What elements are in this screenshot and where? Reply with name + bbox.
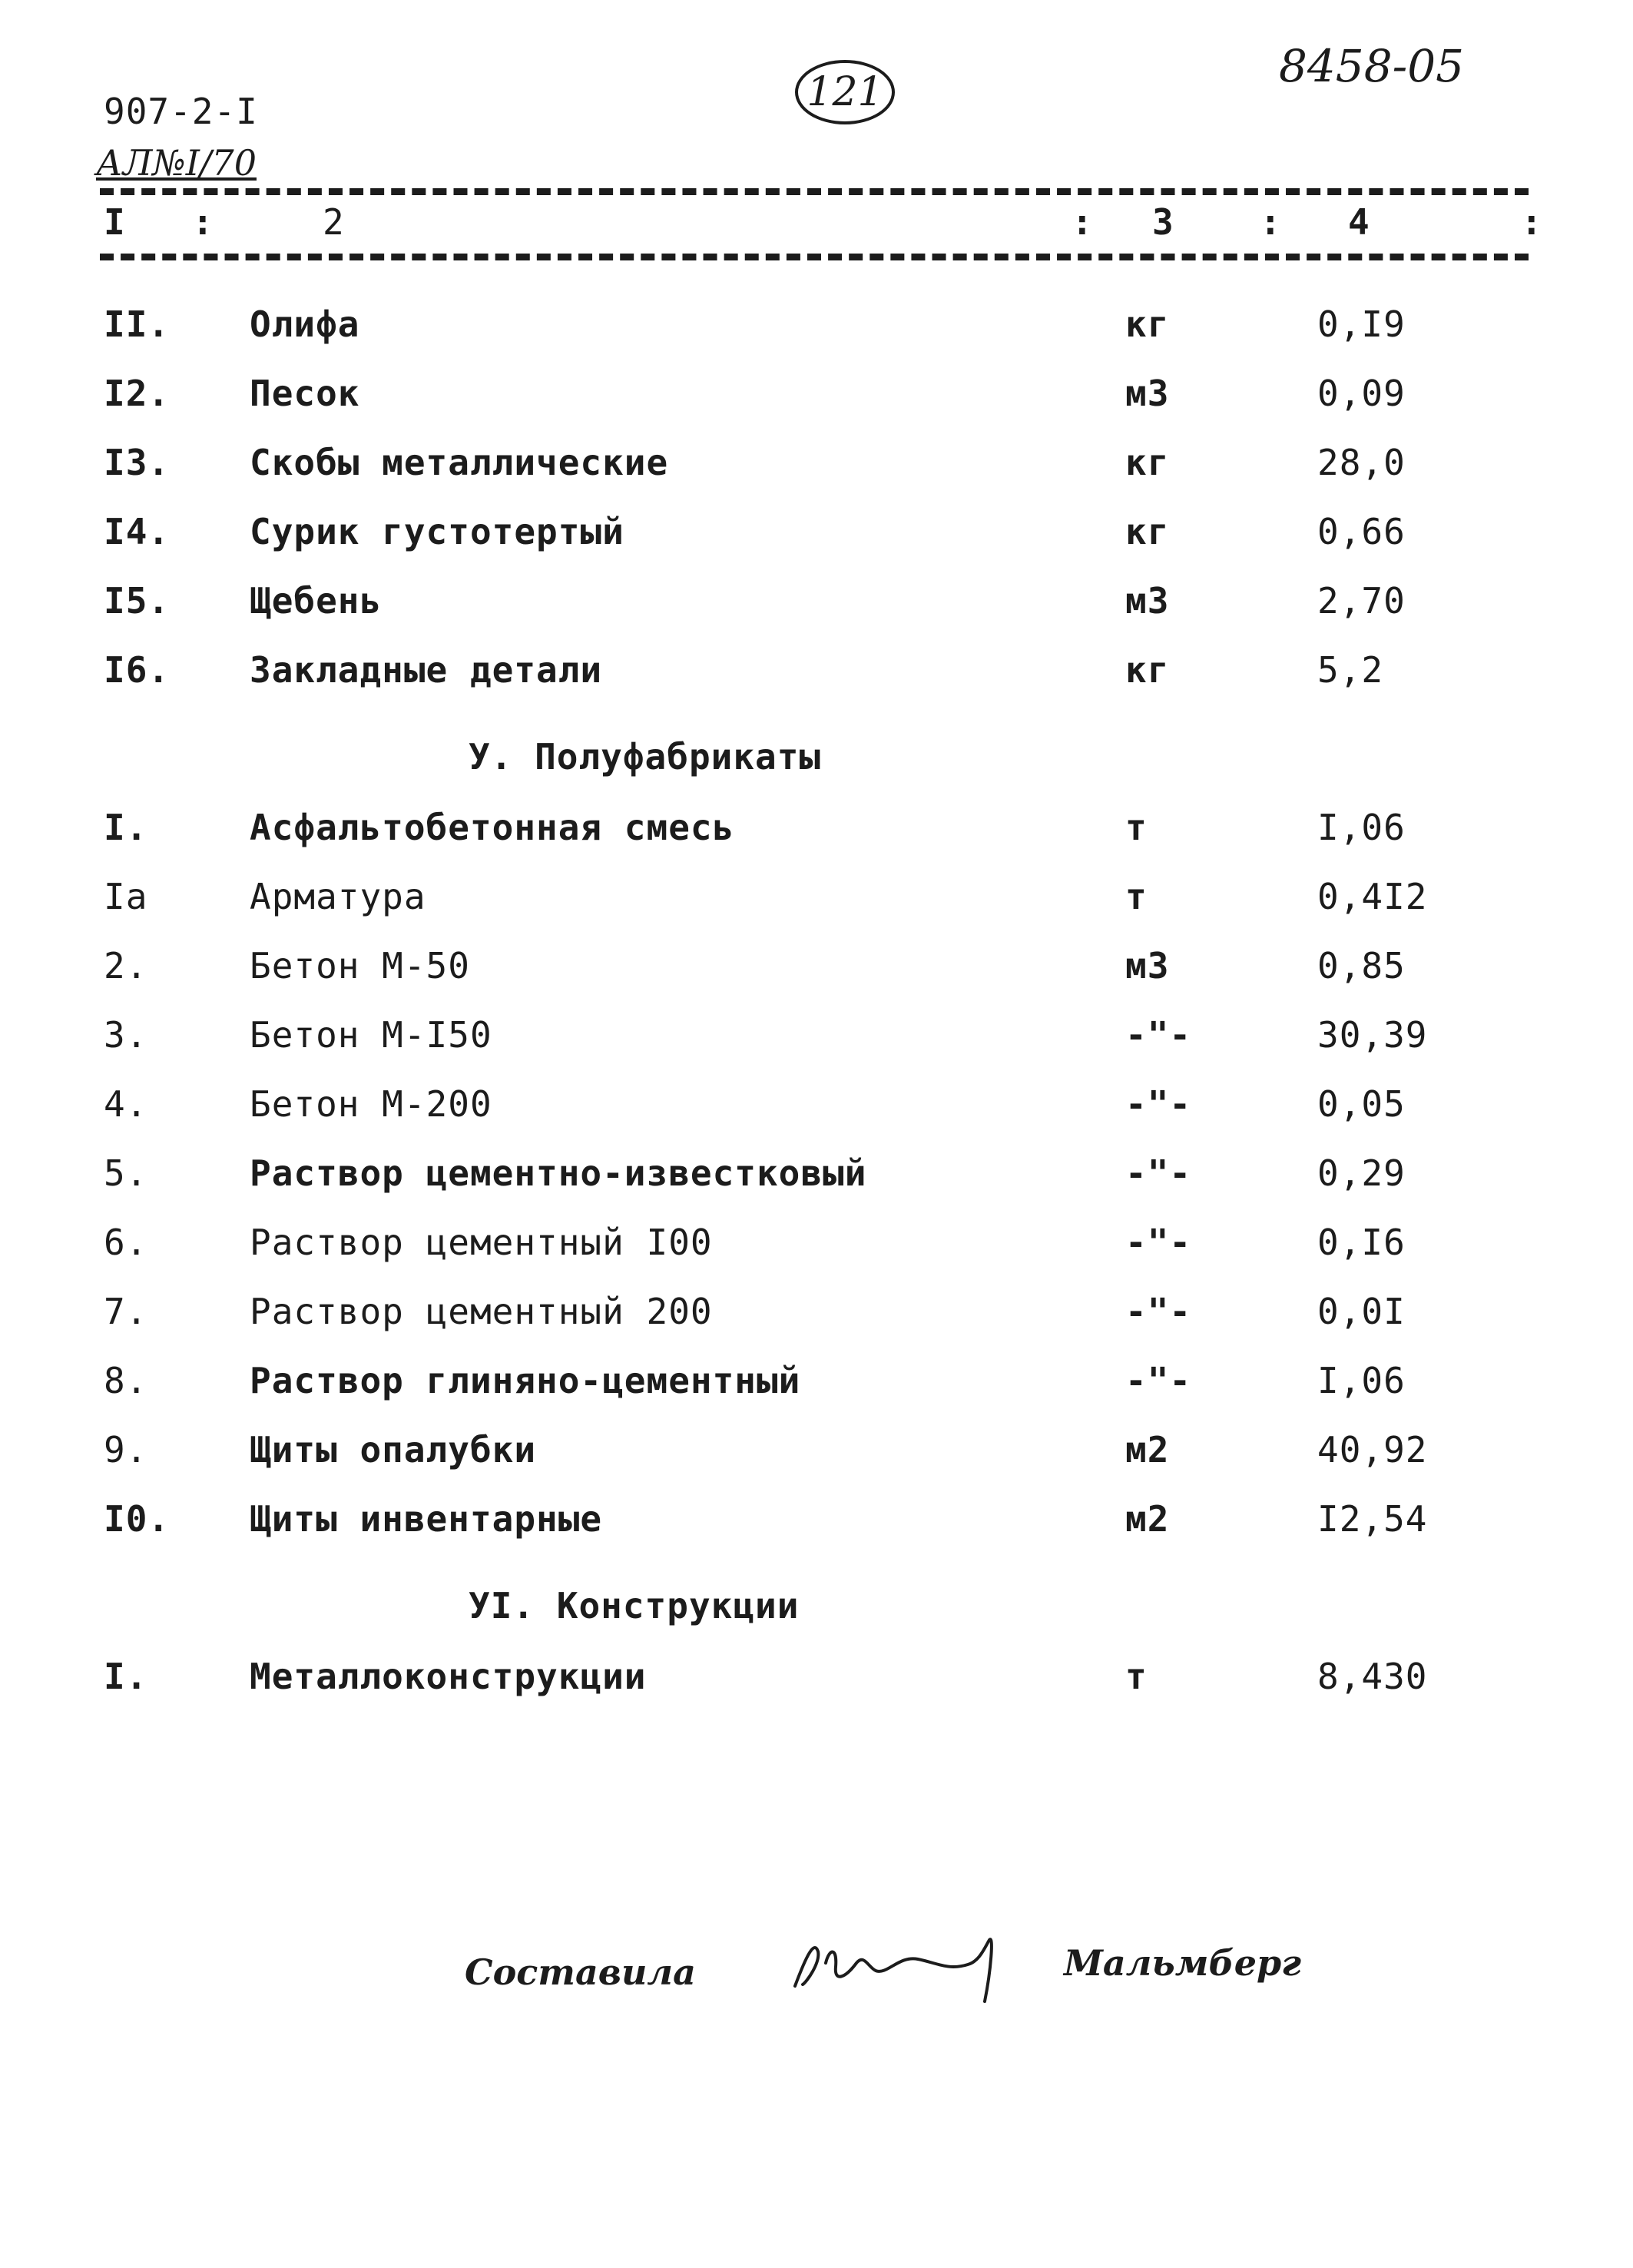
row-unit: -"-: [1125, 1222, 1192, 1263]
table-row: [0, 1656, 1633, 1717]
sheet-code: 8458-05: [1279, 40, 1465, 92]
row-unit: -"-: [1125, 1360, 1192, 1401]
row-quantity: 0,29: [1317, 1152, 1406, 1194]
row-unit: -"-: [1125, 1083, 1192, 1125]
table-row: [0, 1014, 1633, 1076]
row-number: 9.: [104, 1429, 148, 1471]
row-number: I0.: [104, 1498, 171, 1540]
row-number: I6.: [104, 649, 171, 691]
compiler-name: Мальмберг: [1064, 1942, 1301, 1984]
table-row: [0, 442, 1633, 503]
row-number: 8.: [104, 1360, 148, 1401]
table-row: [0, 1498, 1633, 1560]
row-unit: -"-: [1125, 1152, 1192, 1194]
row-name: Раствор глиняно-цементный: [250, 1360, 801, 1401]
row-quantity: 0,I9: [1317, 303, 1406, 345]
header-bottom-rule: [100, 254, 1529, 260]
row-name: Бетон М-200: [250, 1083, 492, 1125]
section-title-semi-products: У. Полуфабрикаты: [469, 736, 822, 778]
table-row: [0, 1429, 1633, 1490]
column-header-2: 2: [323, 201, 345, 243]
table-row: [0, 876, 1633, 937]
row-quantity: 30,39: [1317, 1014, 1428, 1056]
row-name: Арматура: [250, 876, 426, 917]
row-number: Iа: [104, 876, 148, 917]
row-unit: -"-: [1125, 1014, 1192, 1056]
row-unit: кг: [1125, 649, 1170, 691]
row-unit: м3: [1125, 945, 1170, 986]
table-row: [0, 649, 1633, 711]
row-unit: кг: [1125, 511, 1170, 552]
row-quantity: I,06: [1317, 807, 1406, 848]
row-name: Щиты опалубки: [250, 1429, 537, 1471]
row-number: 7.: [104, 1291, 148, 1332]
column-separator: :: [1521, 201, 1543, 243]
row-name: Раствор цементно-известковый: [250, 1152, 867, 1194]
row-number: I2.: [104, 373, 171, 414]
row-name: Щебень: [250, 580, 383, 622]
row-unit: м3: [1125, 373, 1170, 414]
table-row: [0, 1291, 1633, 1352]
row-unit: м3: [1125, 580, 1170, 622]
row-unit: кг: [1125, 442, 1170, 483]
row-unit: т: [1125, 807, 1148, 848]
column-separator: :: [192, 201, 214, 243]
row-name: Бетон М-50: [250, 945, 470, 986]
row-number: 2.: [104, 945, 148, 986]
table-row: [0, 303, 1633, 365]
row-number: I.: [104, 807, 148, 848]
row-quantity: I,06: [1317, 1360, 1406, 1401]
table-row: [0, 807, 1633, 868]
column-separator: :: [1072, 201, 1094, 243]
row-number: 4.: [104, 1083, 148, 1125]
row-name: Металлоконструкции: [250, 1656, 647, 1697]
header-top-rule: [100, 188, 1529, 195]
table-row: [0, 945, 1633, 1006]
row-quantity: 8,430: [1317, 1656, 1428, 1697]
row-name: Скобы металлические: [250, 442, 669, 483]
row-quantity: I2,54: [1317, 1498, 1428, 1540]
row-name: Асфальтобетонная смесь: [250, 807, 735, 848]
row-quantity: 2,70: [1317, 580, 1406, 622]
row-quantity: 40,92: [1317, 1429, 1428, 1471]
column-header-1: I: [104, 201, 126, 243]
row-quantity: 0,05: [1317, 1083, 1406, 1125]
row-name: Олифа: [250, 303, 360, 345]
row-name: Бетон М-I50: [250, 1014, 492, 1056]
row-unit: м2: [1125, 1498, 1170, 1540]
row-name: Раствор цементный 200: [250, 1291, 713, 1332]
handwritten-signature: [783, 1925, 1037, 2009]
row-number: I5.: [104, 580, 171, 622]
row-number: II.: [104, 303, 171, 345]
table-row: [0, 580, 1633, 642]
table-row: [0, 1360, 1633, 1421]
doc-code: 907-2-I: [104, 91, 258, 132]
column-header-4: 4: [1348, 201, 1370, 243]
row-number: 5.: [104, 1152, 148, 1194]
table-row: [0, 373, 1633, 434]
column-header-3: 3: [1152, 201, 1174, 243]
table-row: [0, 1222, 1633, 1283]
row-number: 3.: [104, 1014, 148, 1056]
page-number: [795, 60, 895, 124]
row-unit: кг: [1125, 303, 1170, 345]
row-quantity: 28,0: [1317, 442, 1406, 483]
row-quantity: 5,2: [1317, 649, 1384, 691]
row-name: Сурик густотертый: [250, 511, 624, 552]
row-unit: -"-: [1125, 1291, 1192, 1332]
compiled-by-label: Составила: [465, 1951, 696, 1993]
row-quantity: 0,0I: [1317, 1291, 1406, 1332]
row-number: 6.: [104, 1222, 148, 1263]
table-row: [0, 1083, 1633, 1145]
row-quantity: 0,I6: [1317, 1222, 1406, 1263]
row-number: I4.: [104, 511, 171, 552]
column-separator: :: [1260, 201, 1282, 243]
row-name: Закладные детали: [250, 649, 603, 691]
page-number-text: 121: [807, 69, 883, 115]
row-quantity: 0,66: [1317, 511, 1406, 552]
row-name: Песок: [250, 373, 360, 414]
section-title-constructions: УI. Конструкции: [469, 1585, 800, 1626]
row-quantity: 0,85: [1317, 945, 1406, 986]
row-unit: т: [1125, 1656, 1148, 1697]
row-quantity: 0,09: [1317, 373, 1406, 414]
row-unit: м2: [1125, 1429, 1170, 1471]
table-row: [0, 1152, 1633, 1214]
row-number: I3.: [104, 442, 171, 483]
row-number: I.: [104, 1656, 148, 1697]
table-row: [0, 511, 1633, 572]
row-quantity: 0,4I2: [1317, 876, 1428, 917]
row-name: Раствор цементный I00: [250, 1222, 713, 1263]
row-name: Щиты инвентарные: [250, 1498, 603, 1540]
album-code: АЛ№I/70: [96, 142, 257, 184]
row-unit: т: [1125, 876, 1148, 917]
